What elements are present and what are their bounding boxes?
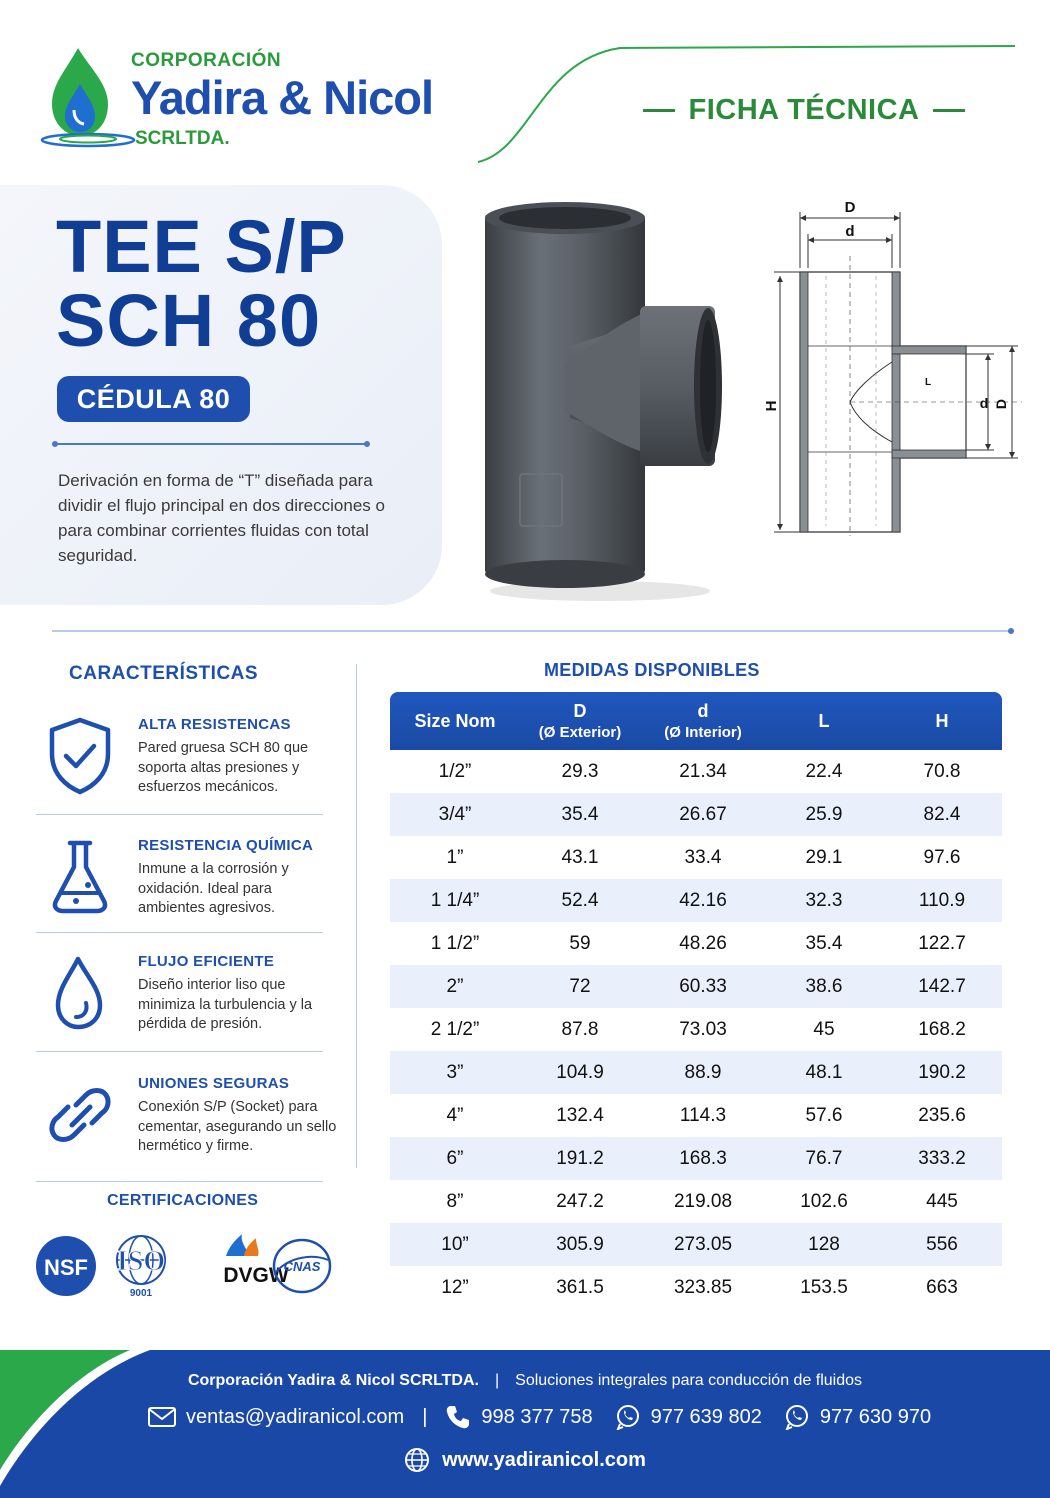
header-height bbox=[882, 692, 1002, 750]
table-cell: 60.33 bbox=[679, 975, 727, 997]
table-cell: 1” bbox=[446, 846, 464, 868]
feature-separator bbox=[36, 932, 323, 933]
table-cell: 361.5 bbox=[556, 1276, 604, 1298]
diagram-label-D-right: D bbox=[993, 398, 1009, 410]
chain-link-icon bbox=[44, 1075, 116, 1155]
table-cell: 38.6 bbox=[805, 975, 843, 997]
table-cell: 1 1/2” bbox=[430, 932, 480, 954]
footer-website[interactable] bbox=[0, 1447, 1050, 1473]
feature-title: ALTA RESISTENCAS bbox=[138, 716, 291, 733]
table-cell: 57.6 bbox=[805, 1104, 843, 1126]
header-main: D bbox=[573, 701, 587, 721]
table-cell: 122.7 bbox=[918, 932, 966, 954]
footer-email-text[interactable]: ventas@yadiranicol.com bbox=[186, 1405, 405, 1428]
table-cell: 190.2 bbox=[918, 1061, 966, 1083]
table-cell: 663 bbox=[926, 1276, 958, 1298]
table-cell: 102.6 bbox=[800, 1190, 848, 1212]
table-cell: 59 bbox=[569, 932, 591, 954]
table-cell: 3/4” bbox=[438, 803, 472, 825]
table-cell: 12” bbox=[441, 1276, 469, 1298]
table-cell: 21.34 bbox=[679, 760, 727, 782]
header-main: L bbox=[818, 710, 830, 731]
table-cell: 70.8 bbox=[923, 760, 961, 782]
table-cell: 26.67 bbox=[679, 803, 727, 825]
iso-logo bbox=[117, 1236, 165, 1299]
table-row bbox=[390, 1266, 1002, 1309]
feature-title: FLUJO EFICIENTE bbox=[138, 953, 275, 970]
table-row bbox=[390, 1137, 1002, 1180]
table-cell: 132.4 bbox=[556, 1104, 604, 1126]
table-row bbox=[390, 750, 1002, 793]
characteristics-title: CARACTERÍSTICAS bbox=[69, 663, 259, 684]
table-cell: 110.9 bbox=[918, 889, 966, 911]
table-cell: 33.4 bbox=[684, 846, 722, 868]
iso-number-text: 9001 bbox=[129, 1288, 153, 1299]
dvgw-logo-text: DVGW bbox=[223, 1264, 289, 1287]
table-cell: 142.7 bbox=[918, 975, 966, 997]
table-cell: 153.5 bbox=[800, 1276, 848, 1298]
cnas-logo bbox=[274, 1240, 330, 1292]
table-cell: 10” bbox=[441, 1233, 469, 1255]
feature-title: UNIONES SEGURAS bbox=[138, 1075, 290, 1092]
table-cell: 6” bbox=[446, 1147, 464, 1169]
table-cell: 52.4 bbox=[561, 889, 599, 911]
table-cell: 2 1/2” bbox=[430, 1018, 480, 1040]
globe-icon bbox=[404, 1447, 430, 1473]
table-cell: 305.9 bbox=[556, 1233, 604, 1255]
table-cell: 43.1 bbox=[561, 846, 599, 868]
brand-top-text: CORPORACIÓN bbox=[131, 50, 282, 71]
feature-text: Inmune a la corrosión y oxidación. Ideal para ambientes agresivos. bbox=[138, 861, 289, 916]
table-cell: 323.85 bbox=[673, 1276, 733, 1298]
table-cell: 29.1 bbox=[805, 846, 843, 868]
footer-phone[interactable] bbox=[445, 1404, 592, 1430]
cnas-logo-text: CNAS bbox=[283, 1259, 321, 1274]
whatsapp-icon bbox=[615, 1404, 641, 1430]
product-title-line1: TEE S/P bbox=[56, 205, 347, 288]
table-row bbox=[390, 1180, 1002, 1223]
header-outer-diameter bbox=[520, 692, 640, 750]
diagram-label-H: H bbox=[763, 400, 780, 412]
section-divider bbox=[52, 630, 1012, 632]
brand-name: Yadira & Nicol bbox=[131, 71, 434, 124]
table-row bbox=[390, 1008, 1002, 1051]
nsf-logo bbox=[36, 1236, 96, 1296]
table-cell: 97.6 bbox=[923, 846, 961, 868]
table-cell: 235.6 bbox=[918, 1104, 966, 1126]
ficha-dash-left bbox=[643, 109, 675, 112]
footer-tagline: Soluciones integrales para conducción de fluidos bbox=[515, 1372, 863, 1389]
table-row bbox=[390, 1223, 1002, 1266]
table-cell: 29.3 bbox=[561, 760, 599, 782]
nsf-logo-text: NSF bbox=[44, 1255, 88, 1280]
diagram-label-d: d bbox=[845, 223, 855, 240]
feature-text: Conexión S/P (Socket) para cementar, asegurando un sello hermético y firme. bbox=[138, 1099, 337, 1154]
header-inner-diameter bbox=[640, 692, 766, 750]
feature-title: RESISTENCIA QUÍMICA bbox=[138, 837, 314, 854]
table-row bbox=[390, 1094, 1002, 1137]
table-cell: 48.26 bbox=[679, 932, 727, 954]
table-cell: 82.4 bbox=[923, 803, 961, 825]
table-cell: 42.16 bbox=[679, 889, 727, 911]
table-cell: 445 bbox=[926, 1190, 958, 1212]
table-row bbox=[390, 836, 1002, 879]
hero-divider bbox=[54, 443, 368, 445]
footer-contacts bbox=[148, 1404, 931, 1430]
ficha-tecnica-label bbox=[636, 92, 972, 128]
table-row bbox=[390, 965, 1002, 1008]
table-body bbox=[390, 750, 1002, 1309]
phone-icon bbox=[445, 1404, 471, 1430]
feature-text: Diseño interior liso que minimiza la turbulencia y la pérdida de presión. bbox=[138, 977, 313, 1032]
table-cell: 247.2 bbox=[556, 1190, 604, 1212]
header-sub: (Ø Exterior) bbox=[538, 724, 622, 741]
table-cell: 191.2 bbox=[556, 1147, 604, 1169]
table-cell: 22.4 bbox=[805, 760, 843, 782]
footer-separator: | bbox=[422, 1405, 428, 1428]
table-cell: 48.1 bbox=[805, 1061, 843, 1083]
shield-check-icon bbox=[44, 716, 116, 796]
table-cell: 2” bbox=[446, 975, 464, 997]
table-header bbox=[390, 692, 1002, 750]
water-drop-icon bbox=[44, 953, 116, 1033]
table-cell: 114.3 bbox=[679, 1104, 727, 1126]
table-cell: 35.4 bbox=[561, 803, 599, 825]
table-cell: 25.9 bbox=[805, 803, 843, 825]
footer-separator: | bbox=[494, 1372, 500, 1389]
footer-whatsapp-2[interactable] bbox=[784, 1404, 931, 1430]
table-cell: 88.9 bbox=[684, 1061, 722, 1083]
table-cell: 128 bbox=[808, 1233, 840, 1255]
measurements-title: MEDIDAS DISPONIBLES bbox=[544, 660, 760, 680]
diagram-label-D: D bbox=[844, 199, 856, 216]
product-description: Derivación en forma de “T” diseñada para dividir el flujo principal en dos direcciones o para combinar corrientes fluidas con total seguridad. bbox=[58, 471, 385, 565]
header-sub: (Ø Interior) bbox=[664, 724, 742, 741]
feature-separator bbox=[36, 1181, 323, 1182]
footer-email[interactable] bbox=[148, 1406, 404, 1429]
footer-whatsapp-2-text[interactable]: 977 630 970 bbox=[819, 1405, 932, 1428]
table-cell: 168.3 bbox=[679, 1147, 727, 1169]
header-length bbox=[766, 692, 882, 750]
table-cell: 76.7 bbox=[805, 1147, 843, 1169]
company-logo bbox=[38, 44, 138, 150]
table-cell: 45 bbox=[813, 1018, 835, 1040]
whatsapp-icon bbox=[784, 1404, 810, 1430]
product-title-line2: SCH 80 bbox=[56, 279, 322, 362]
footer-whatsapp-1-text[interactable]: 977 639 802 bbox=[650, 1405, 762, 1428]
certification-logos bbox=[34, 1226, 334, 1300]
footer-line1 bbox=[0, 1372, 1050, 1390]
envelope-icon bbox=[148, 1407, 176, 1427]
footer-whatsapp-1[interactable] bbox=[615, 1404, 762, 1430]
header-main: d bbox=[697, 701, 709, 721]
ficha-tecnica-text: FICHA TÉCNICA bbox=[688, 93, 920, 126]
column-divider bbox=[356, 664, 357, 1168]
table-cell: 1/2” bbox=[438, 760, 472, 782]
table-row bbox=[390, 793, 1002, 836]
ficha-dash-right bbox=[933, 109, 965, 112]
table-cell: 1 1/4” bbox=[430, 889, 480, 911]
header-size bbox=[390, 692, 520, 750]
table-cell: 168.2 bbox=[918, 1018, 966, 1040]
table-cell: 556 bbox=[926, 1233, 958, 1255]
header-main: Size Nom bbox=[414, 710, 496, 731]
flask-icon bbox=[44, 837, 116, 917]
table-cell: 87.8 bbox=[561, 1018, 599, 1040]
table-cell: 273.05 bbox=[673, 1233, 733, 1255]
table-cell: 333.2 bbox=[918, 1147, 966, 1169]
brand-suffix: SCRLTDA. bbox=[135, 128, 230, 149]
table-cell: 35.4 bbox=[805, 932, 843, 954]
footer-phone-text[interactable]: 998 377 758 bbox=[481, 1405, 593, 1428]
table-cell: 4” bbox=[446, 1104, 464, 1126]
iso-logo-text: ISO bbox=[116, 1246, 166, 1277]
table-row bbox=[390, 1051, 1002, 1094]
measurements-table bbox=[390, 692, 1002, 1309]
feature-separator bbox=[36, 1051, 323, 1052]
diagram-label-d-right: d bbox=[979, 395, 989, 411]
table-cell: 104.9 bbox=[556, 1061, 604, 1083]
table-row bbox=[390, 879, 1002, 922]
footer-company: Corporación Yadira & Nicol SCRLTDA. bbox=[187, 1372, 479, 1389]
tee-fitting-image bbox=[470, 196, 730, 606]
diagram-label-L: L bbox=[924, 377, 932, 388]
table-row bbox=[390, 922, 1002, 965]
dimension-diagram bbox=[760, 196, 1030, 542]
table-cell: 8” bbox=[446, 1190, 464, 1212]
table-cell: 219.08 bbox=[673, 1190, 733, 1212]
certifications-title: CERTIFICACIONES bbox=[107, 1192, 259, 1209]
cedula-badge: CÉDULA 80 bbox=[57, 376, 250, 422]
feature-text: Pared gruesa SCH 80 que soporta altas presiones y esfuerzos mecánicos. bbox=[138, 740, 309, 795]
table-cell: 72 bbox=[569, 975, 591, 997]
feature-separator bbox=[36, 814, 323, 815]
header-main: H bbox=[935, 710, 949, 731]
footer-website-text[interactable]: www.yadiranicol.com bbox=[442, 1448, 646, 1471]
table-cell: 73.03 bbox=[679, 1018, 727, 1040]
table-cell: 3” bbox=[446, 1061, 464, 1083]
table-cell: 32.3 bbox=[805, 889, 843, 911]
